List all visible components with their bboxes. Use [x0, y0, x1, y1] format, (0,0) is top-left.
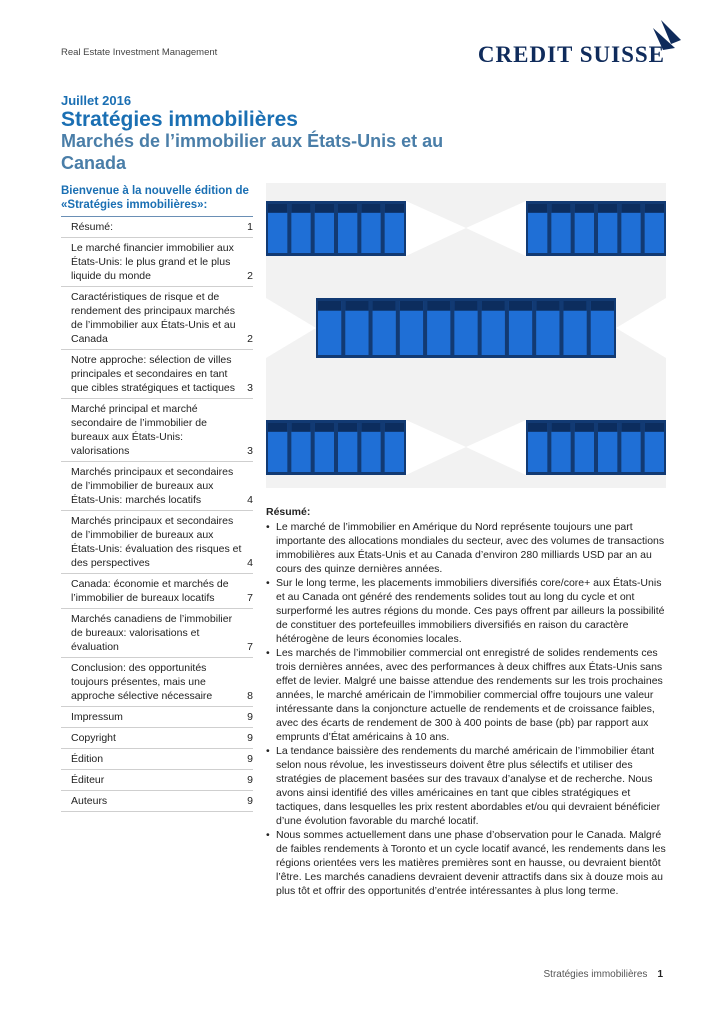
toc-item-page: 9	[247, 795, 253, 807]
page-number: 1	[657, 969, 663, 980]
summary-bullet: • La tendance baissière des rendements du marché américain de l’immobilier étant selon nous révolue, les investisseurs doivent être plus sélectifs et utiliser des stratégies de placement basées sur des travaux d’analyse et de recherche. Nous avons ainsi identifié des villes américaines en tant que cibles stratégiques et tactiques, dans lesquelles les prix restent abordables et/ou qui devraient bénéficier d’une évolution favorable du marché locatif.	[266, 744, 666, 828]
toc-item-page: 9	[247, 732, 253, 744]
toc-item-page: 7	[247, 592, 253, 604]
summary-bullet: • Les marchés de l’immobilier commercial ont enregistré de solides rendements ces trois dernières années, avec des performances à deux chiffres aux États-Unis sans effet de levier. Malgré une baisse attendue des rendements sur les trois prochaines années, le marché américain de l’immobilier commercial offre toujours une valeur intéressante dans la conjoncture actuelle de rendements et de croissance faibles, avec des écarts de rendement de 300 à 400 points de base (pb) par rapport aux emprunts d’État américains à 10 ans.	[266, 646, 666, 744]
toc-item-label: Le marché financier immobilier aux États-Unis: le plus grand et le plus liquide du monde	[71, 242, 234, 282]
toc-item-label: Notre approche: sélection de villes principales et secondaires en tant que cibles stratégiques et tactiques	[71, 354, 236, 394]
summary-title: Résumé:	[266, 506, 311, 518]
toc-item[interactable]	[61, 770, 253, 791]
summary-bullet: • Nous sommes actuellement dans une phase d’observation pour le Canada. Malgré de faibles rendements à Toronto et un cycle locatif avancé, les rendements dans les régions orientées vers les matières premières sont en hausse, ou devraient bientôt l’être. Les marchés canadiens devraient devenir attractifs dans six à douze mois au plus tôt et offrir des opportunités d’entrée intéressantes à plus long terme.	[266, 828, 666, 898]
toc-item-label: Copyright	[71, 732, 116, 744]
toc-item-page: 9	[247, 753, 253, 765]
toc-item-page: 2	[247, 270, 253, 282]
toc-item-label: Résumé:	[71, 221, 114, 233]
footer-label: Stratégies immobilières	[543, 969, 648, 980]
toc-item[interactable]	[61, 728, 253, 749]
toc-item-page: 4	[247, 494, 253, 506]
toc-item-page: 1	[247, 221, 253, 233]
table-of-contents	[61, 184, 253, 812]
toc-item-page: 3	[247, 382, 253, 394]
toc-item-page: 3	[247, 445, 253, 457]
toc-item[interactable]	[61, 511, 253, 574]
toc-item-page: 9	[247, 711, 253, 723]
building-facade-photo	[266, 183, 666, 488]
toc-item[interactable]	[61, 238, 253, 287]
toc-item[interactable]	[61, 399, 253, 462]
toc-item[interactable]	[61, 574, 253, 609]
toc-item-label: Impressum	[71, 711, 123, 723]
toc-heading: Bienvenue à la nouvelle édition de «Stratégies immobilières»:	[61, 184, 253, 217]
toc-item-label: Auteurs	[71, 795, 108, 807]
toc-item[interactable]	[61, 217, 253, 238]
toc-item-label: Canada: économie et marchés de l’immobilier de bureaux locatifs	[71, 578, 229, 604]
summary-bullets	[266, 520, 666, 898]
toc-item[interactable]	[61, 609, 253, 658]
summary-bullet: • Sur le long terme, les placements immobiliers diversifiés core/core+ aux États-Unis et au Canada ont généré des rendements solides tout au long du cycle et ont surperformé les autres régions du monde. Ces pays offrent par ailleurs la possibilité de constituer des portefeuilles immobiliers diversifiés en raison du caractère hétérogène de leurs économies locales.	[266, 576, 666, 646]
toc-item-page: 8	[247, 690, 253, 702]
brand-logo: CREDIT SUISSE	[477, 42, 665, 67]
toc-item-label: Marchés principaux et secondaires de l’immobilier de bureaux aux États-Unis: évaluation des risques et des perspectives	[71, 515, 242, 569]
toc-item[interactable]	[61, 287, 253, 350]
toc-item-label: Marchés principaux et secondaires de l’immobilier de bureaux aux États-Unis: marchés locatifs	[71, 466, 234, 506]
page-footer	[544, 969, 664, 980]
report-date: Juillet 2016	[61, 93, 132, 108]
toc-item-page: 9	[247, 774, 253, 786]
toc-item-label: Marché principal et marché secondaire de l’immobilier de bureaux aux États-Unis: valorisations	[71, 403, 207, 457]
toc-item-label: Conclusion: des opportunités toujours présentes, mais une approche sélective nécessaire	[71, 662, 213, 702]
page-subtitle: Marchés de l’immobilier aux États-Unis et au Canada	[61, 131, 444, 173]
toc-item[interactable]	[61, 350, 253, 399]
toc-item-label: Marchés canadiens de l’immobilier de bureaux: valorisations et évaluation	[71, 613, 233, 653]
toc-item[interactable]	[61, 658, 253, 707]
toc-item[interactable]	[61, 749, 253, 770]
toc-item[interactable]	[61, 791, 253, 812]
toc-item-page: 4	[247, 557, 253, 569]
toc-item-label: Édition	[71, 753, 104, 765]
toc-item-label: Caractéristiques de risque et de rendement des principaux marchés de l’immobilier aux États-Unis et au Canada	[71, 291, 236, 345]
summary-section	[266, 505, 666, 898]
toc-list	[61, 217, 253, 812]
toc-item-page: 7	[247, 641, 253, 653]
toc-item[interactable]	[61, 707, 253, 728]
toc-item-label: Éditeur	[71, 774, 105, 786]
toc-item-page: 2	[247, 333, 253, 345]
summary-bullet: • Le marché de l’immobilier en Amérique du Nord représente toujours une part importante des allocations mondiales du secteur, avec des volumes de transactions immobilières aux États-Unis et au Canada d’environ 280 milliards USD par an au cours des quinze dernières années.	[266, 520, 666, 576]
toc-item[interactable]	[61, 462, 253, 511]
division-label: Real Estate Investment Management	[61, 47, 218, 58]
page-title: Stratégies immobilières	[61, 108, 298, 131]
